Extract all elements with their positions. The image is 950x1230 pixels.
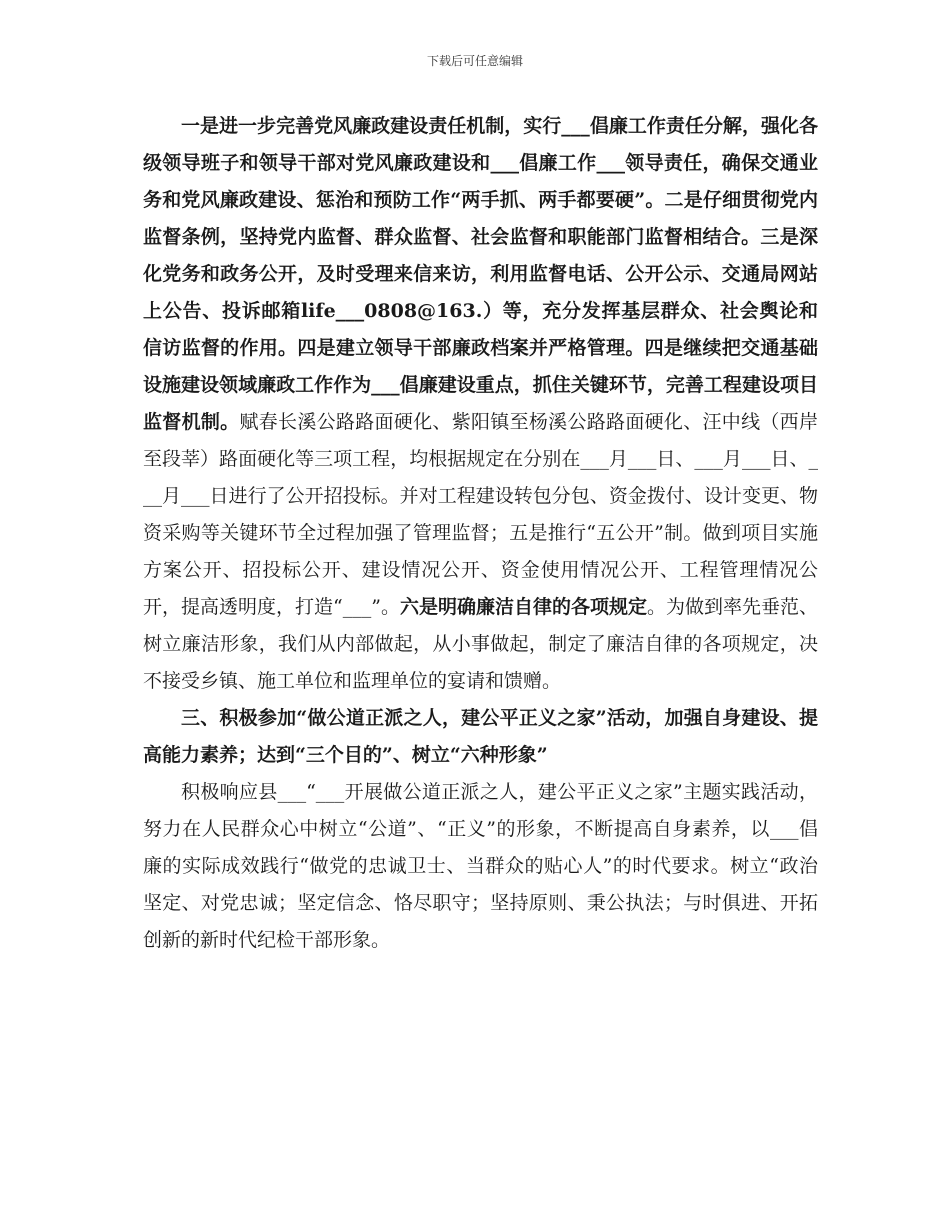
bold-text-self-discipline: 六是明确廉洁自律的各项规定 xyxy=(399,596,647,618)
paragraph-activity: 积极响应县___“___开展做公道正派之人，建公平正义之家”主题实践活动，努力在人民群众心中树立“公道”、“正义”的形象，不断提高自身素养，以___倡廉的实际成效践行“做党的忠诚卫士、当群众的贴心人”的时代要求。树立“政治坚定、对党忠诚；坚定信念、恪尽职守；坚持原则、秉公执法；与时俱进、开拓创新的新时代纪检干部形象。 xyxy=(143,781,818,951)
section-heading-three: 三、积极参加“做公道正派之人，建公平正义之家”活动，加强自身建设、提高能力素养；达到“三个目的”、树立“六种形象” xyxy=(143,707,818,766)
bold-text-measures: 一是进一步完善党风廉政建设责任机制，实行___倡廉工作责任分解，强化各级领导班子和领导干部对党风廉政建设和___倡廉工作___领导责任，确保交通业务和党风廉政建设、惩治和预防工作“两手抓、两手都要硬”。二是仔细贯彻党内监督条例，坚持党内监督、群众监督、社会监督和职能部门监督相结合。三是深化党务和政务公开，及时受理来信来访，利用监督电话、公开公示、交通局网站上公告、投诉邮箱life___0808@163.）等，充分发挥基层群众、社会舆论和信访监督的作用。四是建立领导干部廉政档案并严格管理。四是继续把交通基础设施建设领域廉政工作作为___倡廉建设重点，抓住关键环节，完善工程建设项目监督机制。 xyxy=(143,115,818,433)
document-body xyxy=(143,108,818,959)
normal-text-self-discipline: 。为做到率先垂范、树立廉洁形象，我们从内部做起，从小事做起，制定了廉洁自律的各项规定，决不接受乡镇、施工单位和监理单位的宴请和馈赠。 xyxy=(143,596,818,692)
normal-text-projects: 赋春长溪公路路面硬化、紫阳镇至杨溪公路路面硬化、汪中线（西岸至段莘）路面硬化等三项工程，均根据规定在分别在___月___日、___月___日、___月___日进行了公开招投标。并对工程建设转包分包、资金拨付、设计变更、物资采购等关键环节全过程加强了管理监督；五是推行“五公开”制。做到项目实施方案公开、招投标公开、建设情况公开、资金使用情况公开、工程管理情况公开，提高透明度，打造“___”。 xyxy=(143,411,818,618)
page-header: 下载后可任意编辑 xyxy=(426,54,523,68)
paragraph-measures xyxy=(143,108,818,700)
